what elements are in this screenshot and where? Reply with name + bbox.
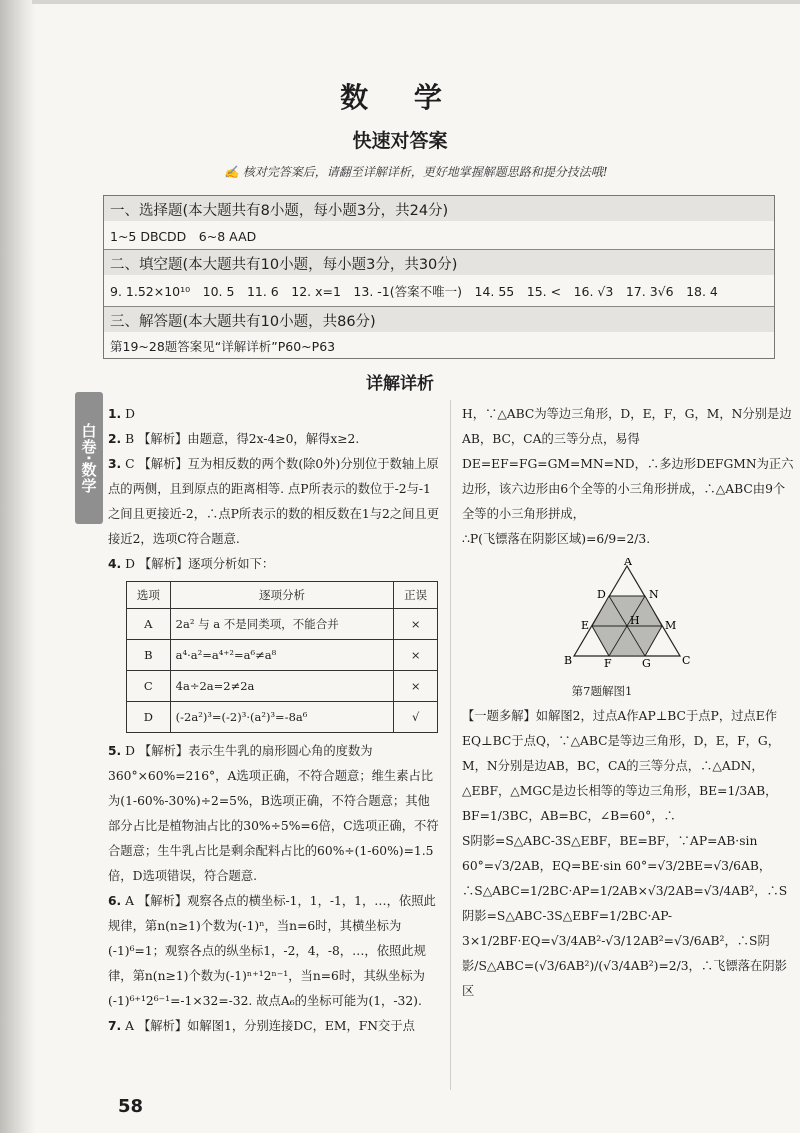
page-title: 数 学 <box>340 81 460 114</box>
table-cell: × <box>394 640 438 671</box>
hint-text: 核对完答案后，请翻至详解详析，更好地掌握解题思路和提分技法哦! <box>242 165 608 179</box>
table-cell: 2a² 与 a 不是同类项，不能合并 <box>170 609 394 640</box>
label-n: N <box>649 588 659 601</box>
table-cell: a⁴·a²=a⁴⁺²=a⁶≠a⁸ <box>170 640 394 671</box>
detail-title: 详解详析 <box>366 374 434 394</box>
table-row <box>127 640 438 671</box>
list-item: 3. C 【解析】互为相反数的两个数(除0外)分别位于数轴上原点的两侧，且到原点的距离相等. 点P所表示的数位于-2与-1之间且更接近-2，∴点P所表示的数的相反数在1与2之间且更接近2，选项C符合题意. <box>108 457 440 546</box>
section-heading: 三、解答题(本大题共有10小题，共86分) <box>110 314 376 330</box>
label-d: D <box>597 588 606 601</box>
figure-caption: 第7题解图1 <box>571 684 633 698</box>
section-answers: 9. 1.52×10¹⁰ 10. 5 11. 6 12. x=1 13. -1(答案不唯一) 14. 55 15. < 16. √3 17. 3√6 18. 4 <box>110 284 718 299</box>
label-m: M <box>665 619 677 632</box>
table-header-row <box>127 582 438 609</box>
page-subtitle: 快速对答案 <box>352 130 448 152</box>
list-item: 5. D 【解析】表示生牛乳的扇形圆心角的度数为360°×60%=216°，A选项正确，不符合题意；维生素占比为(1-60%-30%)÷2=5%，B选项正确，不符合题意；其他部分占比是植物油占比的30%÷5%=6倍，C选项正确，不符合题意；生牛乳占比是剩余配料占比的60%÷(1-60%)=1.5倍，D选项错误，符合题意. <box>108 744 439 883</box>
right-column <box>462 402 794 1004</box>
table-cell: C <box>127 671 171 702</box>
table-cell: × <box>394 609 438 640</box>
table-row <box>127 609 438 640</box>
table-row <box>127 671 438 702</box>
label-b: B <box>564 654 573 667</box>
label-h: H <box>630 614 640 627</box>
paragraph: H，∵△ABC为等边三角形，D，E，F，G，M，N分别是边AB，BC，CA的三等分点，易得DE=EF=FG=GM=MN=ND，∴多边形DEFGMN为正六边形，该六边形由6个全等的小三角形拼成，∴△ABC由9个全等的小三角形拼成， <box>462 407 794 521</box>
binding-shadow <box>0 0 36 1133</box>
list-item: 7. A 【解析】如解图1，分别连接DC，EM，FN交于点 <box>108 1019 415 1033</box>
table-cell: √ <box>394 702 438 733</box>
list-item: 2. B 【解析】由题意，得2x-4≥0，解得x≥2. <box>108 432 360 446</box>
table-header: 正误 <box>394 582 438 609</box>
table-cell: (-2a²)³=(-2)³·(a²)³=-8a⁶ <box>170 702 394 733</box>
paragraph: 【一题多解】如解图2，过点A作AP⊥BC于点P，过点E作EQ⊥BC于点Q，∵△ABC是等边三角形，D，E，F，G，M，N分别是边AB，BC，CA的三等分点，∴△ADN，△EBF，△MGC是边长相等的等边三角形，BE=1/3AB，BF=1/3BC，AB=BC，∠B=60°，∴ <box>462 709 781 823</box>
table-cell: 4a÷2a=2≠2a <box>170 671 394 702</box>
section-heading: 一、选择题(本大题共有8小题，每小题3分，共24分) <box>110 203 449 219</box>
label-a: A <box>624 558 632 568</box>
table-header: 逐项分析 <box>170 582 394 609</box>
analysis-table <box>126 581 438 733</box>
paragraph: S阴影=S△ABC-3S△EBF，BE=BF，∵AP=AB·sin 60°=√3/2AB，EQ=BE·sin 60°=√3/2BE=√3/6AB，∴S△ABC=1/2BC·AP=1/2AB×√3/2AB=√3/4AB²，∴S阴影=S△ABC-3S△EBF=1/2BC·AP-3×1/2BF·EQ=√3/4AB²-√3/12AB²=√3/6AB²，∴S阴影/S△ABC=(√3/6AB²)/(√3/4AB²)=2/3，∴飞镖落在阴影区 <box>462 834 788 998</box>
label-c: C <box>682 654 691 667</box>
list-item: 1. D <box>108 407 136 421</box>
quick-answer-box <box>103 195 775 359</box>
pencil-icon: ✍ <box>224 165 239 179</box>
top-edge <box>32 0 800 4</box>
page-number: 58 <box>118 1096 144 1117</box>
side-tab: 白卷·数学 <box>75 392 103 524</box>
label-g: G <box>642 657 651 668</box>
list-item: 4. D 【解析】逐项分析如下： <box>108 557 275 571</box>
hint-note <box>224 163 608 180</box>
list-item: 6. A 【解析】观察各点的横坐标-1，1，-1，1，…，依照此规律，第n(n≥1)个数为(-1)ⁿ，当n=6时，其横坐标为(-1)⁶=1；观察各点的纵坐标1，-2，4，-8，…，依照此规律，第n(n≥1)个数为(-1)ⁿ⁺¹2ⁿ⁻¹，当n=6时，其纵坐标为(-1)⁶⁺¹2⁶⁻¹=-1×32=-32. 故点A₆的坐标可能为(1，-32). <box>108 894 436 1008</box>
table-header: 选项 <box>127 582 171 609</box>
paragraph: ∴P(飞镖落在阴影区域)=6/9=2/3. <box>462 532 651 546</box>
table-cell: × <box>394 671 438 702</box>
section-answers: 第19~28题答案见“详解详析”P60~P63 <box>110 339 336 354</box>
column-divider <box>450 400 451 1090</box>
section-answers: 1~5 DBCDD 6~8 AAD <box>110 229 257 244</box>
table-cell: D <box>127 702 171 733</box>
label-f: F <box>604 657 612 668</box>
table-cell: A <box>127 609 171 640</box>
table-cell: B <box>127 640 171 671</box>
table-row <box>127 702 438 733</box>
triangle-figure <box>562 558 692 668</box>
section-heading: 二、填空题(本大题共有10小题，每小题3分，共30分) <box>110 257 458 273</box>
left-column <box>108 402 442 1039</box>
label-e: E <box>581 619 590 632</box>
